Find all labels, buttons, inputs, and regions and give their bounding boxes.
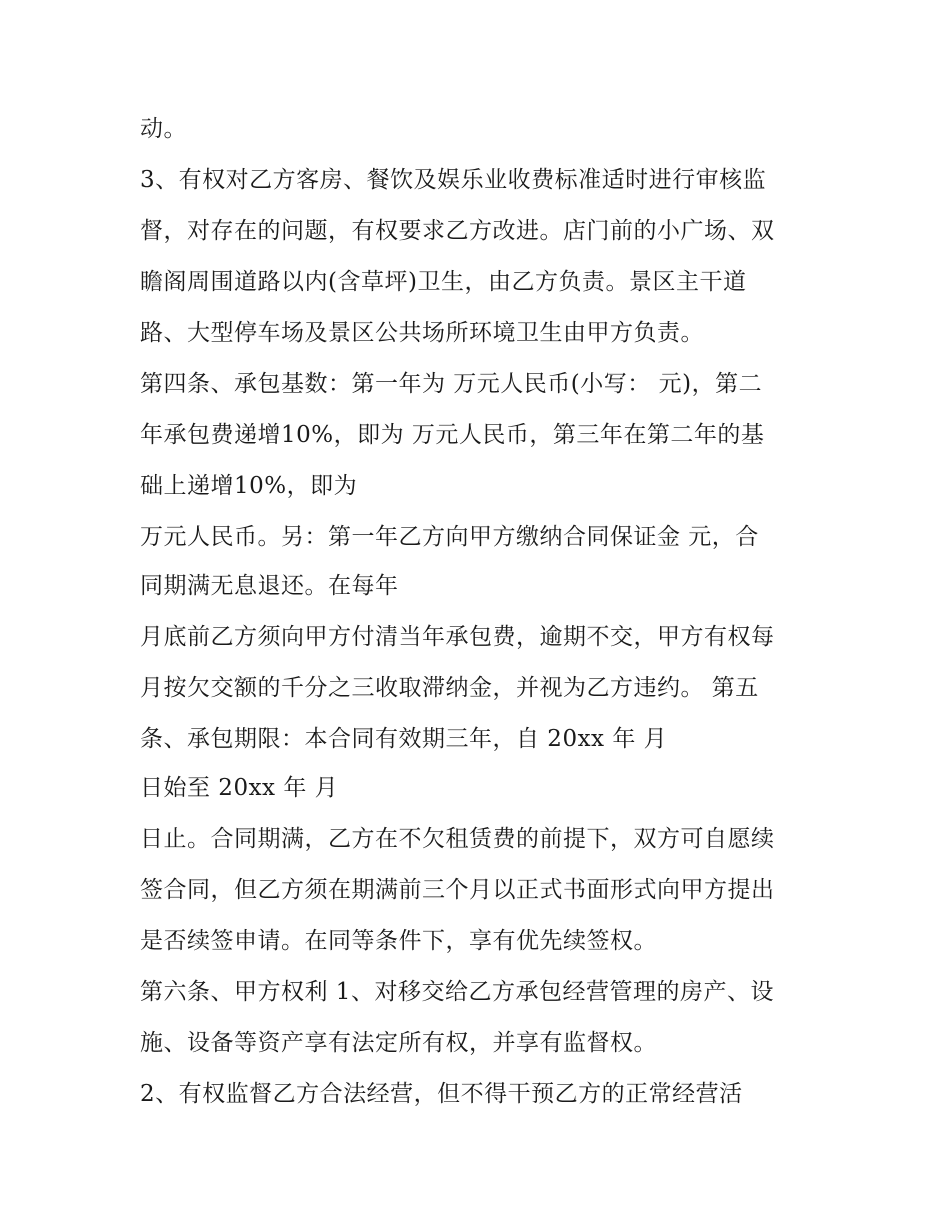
text-line: 施、设备等资产享有法定所有权，并享有监督权。 <box>140 1030 657 1056</box>
text-line: 第六条、甲方权利 1、对移交给乙方承包经营管理的房产、设 <box>140 979 774 1005</box>
text-line: 条、承包期限：本合同有效期三年，自 20xx 年 月 <box>140 726 668 752</box>
text-line: 同期满无息退还。在每年 <box>140 573 399 599</box>
text-line: 路、大型停车场及景区公共场所环境卫生由甲方负责。 <box>140 320 704 346</box>
text-line: 是否续签申请。在同等条件下，享有优先续签权。 <box>140 928 657 954</box>
text-line: 动。 <box>140 116 187 142</box>
text-line: 2、有权监督乙方合法经营，但不得干预乙方的正常经营活 <box>140 1081 743 1107</box>
text-line: 督，对存在的问题，有权要求乙方改进。店门前的小广场、双 <box>140 218 775 244</box>
text-line: 月按欠交额的千分之三收取滞纳金，并视为乙方违约。 第五 <box>140 675 759 701</box>
text-line: 年承包费递增10%，即为 万元人民币，第三年在第二年的基 <box>140 422 765 448</box>
text-line: 础上递增10%，即为 <box>140 473 358 499</box>
text-line: 万元人民币。另：第一年乙方向甲方缴纳合同保证金 元，合 <box>140 524 759 550</box>
text-line: 瞻阁周围道路以内(含草坪)卫生，由乙方负责。景区主干道 <box>140 269 747 295</box>
text-line: 第四条、承包基数：第一年为 万元人民币(小写： 元)，第二 <box>140 371 763 397</box>
text-line: 签合同，但乙方须在期满前三个月以正式书面形式向甲方提出 <box>140 877 775 903</box>
text-line: 3、有权对乙方客房、餐饮及娱乐业收费标准适时进行审核监 <box>140 167 767 193</box>
text-line: 日始至 20xx 年 月 <box>140 775 339 801</box>
text-line: 月底前乙方须向甲方付清当年承包费，逾期不交，甲方有权每 <box>140 624 775 650</box>
text-line: 日止。合同期满，乙方在不欠租赁费的前提下，双方可自愿续 <box>140 826 775 852</box>
